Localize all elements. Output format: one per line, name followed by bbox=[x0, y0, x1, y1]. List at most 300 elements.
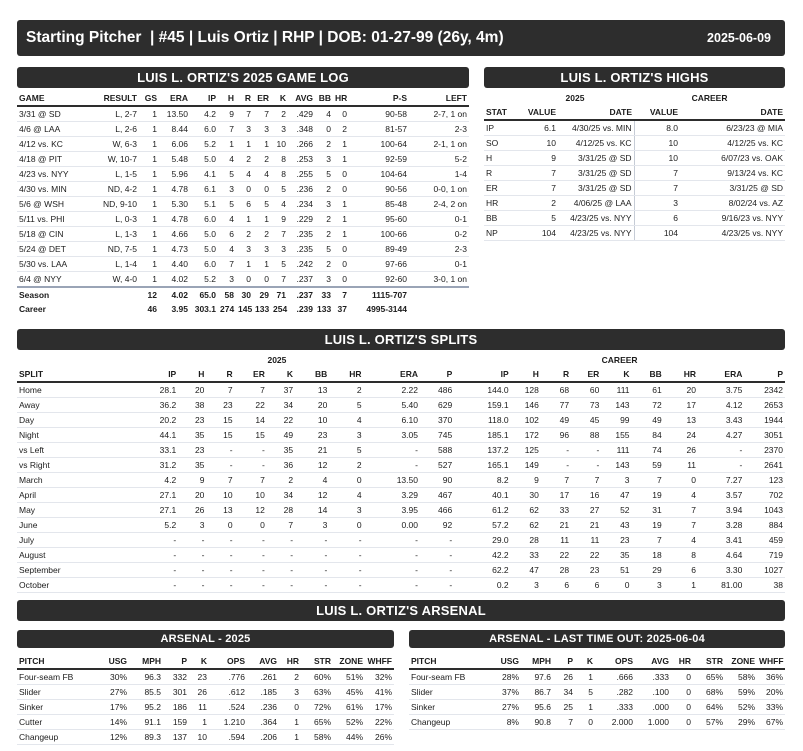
table-cell: 144.0 bbox=[454, 382, 510, 398]
table-cell: 186 bbox=[163, 700, 189, 715]
table-row bbox=[484, 196, 785, 211]
table-cell: 42.2 bbox=[454, 548, 510, 563]
table-cell: .235 bbox=[288, 227, 315, 242]
table-row bbox=[409, 700, 785, 715]
table-cell: - bbox=[295, 548, 329, 563]
table-cell: 4.64 bbox=[698, 548, 744, 563]
table-cell: 0 bbox=[333, 182, 349, 197]
table-cell: 63% bbox=[301, 685, 333, 700]
table-cell: 3.30 bbox=[698, 563, 744, 578]
table-cell: 23 bbox=[295, 428, 329, 443]
table-cell: 95-60 bbox=[349, 212, 409, 227]
table-cell: 155 bbox=[601, 428, 631, 443]
column-header: OPS bbox=[209, 654, 247, 669]
table-cell: 5 bbox=[516, 211, 558, 226]
table-cell: 0 bbox=[664, 473, 698, 488]
table-cell: 41% bbox=[365, 685, 394, 700]
table-cell: 5/6 @ WSH bbox=[17, 197, 87, 212]
table-cell: 74 bbox=[632, 443, 664, 458]
table-cell: 6.06 bbox=[159, 137, 190, 152]
table-cell: - bbox=[420, 563, 454, 578]
table-cell: 1027 bbox=[744, 563, 785, 578]
table-cell: 49 bbox=[632, 413, 664, 428]
table-cell: 3 bbox=[315, 152, 333, 167]
table-cell: 6 bbox=[634, 211, 680, 226]
table-cell: 34 bbox=[267, 488, 295, 503]
table-row bbox=[17, 122, 469, 137]
table-cell: 12 bbox=[295, 488, 329, 503]
table-cell: 33 bbox=[511, 548, 541, 563]
column-header: MPH bbox=[521, 654, 553, 669]
table-cell: 9 bbox=[178, 473, 206, 488]
table-row bbox=[17, 106, 469, 122]
table-cell: 8 bbox=[664, 548, 698, 563]
table-cell: 4/12/25 vs. KC bbox=[558, 136, 634, 151]
table-cell: 0-1 bbox=[409, 212, 469, 227]
table-cell: 6 bbox=[571, 578, 601, 593]
table-cell: 21 bbox=[295, 443, 329, 458]
table-cell: ND, 7-5 bbox=[87, 242, 139, 257]
table-cell: 3.75 bbox=[698, 382, 744, 398]
table-cell: Changeup bbox=[17, 730, 97, 745]
table-cell: 15 bbox=[206, 428, 234, 443]
table-cell: 2641 bbox=[744, 458, 785, 473]
page-header bbox=[17, 20, 785, 56]
table-cell: - bbox=[364, 563, 420, 578]
table-cell: 1115-707 bbox=[349, 287, 409, 302]
table-cell: 5.1 bbox=[190, 197, 218, 212]
table-cell: 30 bbox=[511, 488, 541, 503]
column-header: R bbox=[206, 367, 234, 382]
table-row bbox=[17, 533, 785, 548]
table-cell: 6.1 bbox=[516, 120, 558, 136]
table-cell: 6/4 @ NYY bbox=[17, 272, 87, 288]
table-cell: 5-2 bbox=[409, 152, 469, 167]
table-cell: Slider bbox=[409, 685, 489, 700]
table-cell: .364 bbox=[247, 715, 279, 730]
column-header: ERA bbox=[159, 91, 190, 106]
table-cell: 10 bbox=[516, 136, 558, 151]
table-cell: - bbox=[571, 458, 601, 473]
arsenal-title: LUIS L. ORTIZ'S ARSENAL bbox=[17, 600, 785, 621]
table-cell: 2.000 bbox=[595, 715, 635, 730]
column-header: K bbox=[575, 654, 595, 669]
table-cell: 8.44 bbox=[159, 122, 190, 137]
table-cell: 6 bbox=[541, 578, 571, 593]
table-cell: 7 bbox=[571, 473, 601, 488]
table-cell: 46 bbox=[147, 304, 157, 314]
table-cell: 4.78 bbox=[159, 182, 190, 197]
table-cell: 2 bbox=[516, 196, 558, 211]
table-cell: .333 bbox=[635, 669, 671, 685]
table-cell: 1 bbox=[575, 669, 595, 685]
table-cell: 102 bbox=[511, 413, 541, 428]
column-header: BB bbox=[632, 367, 664, 382]
table-cell: 5 bbox=[271, 182, 288, 197]
column-header: HR bbox=[671, 654, 693, 669]
table-cell: 2-4, 2 on bbox=[409, 197, 469, 212]
table-cell: 745 bbox=[420, 428, 454, 443]
table-cell: 2 bbox=[271, 106, 288, 122]
total-row bbox=[17, 302, 469, 316]
table-cell: 20 bbox=[664, 382, 698, 398]
table-cell: 4/23/25 vs. NYY bbox=[680, 226, 785, 241]
table-cell: .282 bbox=[595, 685, 635, 700]
table-cell: 702 bbox=[744, 488, 785, 503]
table-cell: May bbox=[17, 503, 100, 518]
column-header: ZONE bbox=[333, 654, 365, 669]
table-cell: 35 bbox=[178, 458, 206, 473]
table-cell: 0 bbox=[333, 242, 349, 257]
table-cell: 7 bbox=[632, 533, 664, 548]
table-cell: 3/31/25 @ SD bbox=[558, 181, 634, 196]
column-header: HR bbox=[664, 367, 698, 382]
highs-title: LUIS L. ORTIZ'S HIGHS bbox=[484, 67, 785, 88]
table-row bbox=[17, 685, 394, 700]
table-cell: 3.57 bbox=[698, 488, 744, 503]
table-cell: Four-seam FB bbox=[17, 669, 97, 685]
table-cell: 4.40 bbox=[159, 257, 190, 272]
table-cell: .333 bbox=[595, 700, 635, 715]
table-cell: 0 bbox=[601, 578, 631, 593]
table-cell: 43 bbox=[601, 518, 631, 533]
table-cell: 3.95 bbox=[364, 503, 420, 518]
table-cell: - bbox=[267, 578, 295, 593]
table-cell: 17% bbox=[365, 700, 394, 715]
table-cell: 62.2 bbox=[454, 563, 510, 578]
table-cell: 26 bbox=[189, 685, 209, 700]
table-row bbox=[17, 197, 469, 212]
table-row bbox=[17, 458, 785, 473]
arsenal-season-table bbox=[17, 654, 394, 745]
table-cell: 6/23/23 @ MIA bbox=[680, 120, 785, 136]
table-cell: 13.50 bbox=[364, 473, 420, 488]
table-cell: 58 bbox=[218, 287, 236, 302]
table-cell: 0-1 bbox=[409, 257, 469, 272]
table-cell: L, 2-7 bbox=[87, 106, 139, 122]
table-cell: 84 bbox=[632, 428, 664, 443]
column-header: HR bbox=[333, 91, 349, 106]
arsenal-last-title: ARSENAL - LAST TIME OUT: 2025-06-04 bbox=[409, 630, 785, 648]
table-cell: 4 bbox=[218, 212, 236, 227]
table-row bbox=[17, 167, 469, 182]
table-cell: IP bbox=[484, 120, 516, 136]
table-cell: R bbox=[484, 166, 516, 181]
table-row bbox=[484, 181, 785, 196]
table-cell: 91.1 bbox=[129, 715, 163, 730]
table-cell bbox=[87, 302, 139, 316]
column-header: H bbox=[218, 91, 236, 106]
table-cell: August bbox=[17, 548, 100, 563]
table-cell: - bbox=[178, 533, 206, 548]
table-cell: 7 bbox=[218, 257, 236, 272]
table-cell: 2370 bbox=[744, 443, 785, 458]
table-cell: 49 bbox=[267, 428, 295, 443]
table-cell: 4.2 bbox=[100, 473, 179, 488]
table-cell: 5.0 bbox=[190, 152, 218, 167]
table-cell: 57.2 bbox=[454, 518, 510, 533]
table-cell: 3/31/25 @ SD bbox=[558, 166, 634, 181]
table-cell: 118.0 bbox=[454, 413, 510, 428]
table-cell: 6.0 bbox=[190, 122, 218, 137]
table-cell: 4.78 bbox=[159, 212, 190, 227]
table-cell: 30% bbox=[97, 669, 129, 685]
table-row bbox=[17, 443, 785, 458]
table-cell: 5 bbox=[218, 167, 236, 182]
table-row bbox=[17, 212, 469, 227]
table-cell: 4 bbox=[253, 167, 271, 182]
table-cell: 3 bbox=[271, 122, 288, 137]
table-cell: 0 bbox=[575, 715, 595, 730]
table-cell: 38 bbox=[178, 398, 206, 413]
table-cell: 1 bbox=[139, 137, 159, 152]
table-cell: July bbox=[17, 533, 100, 548]
table-cell: 3 bbox=[236, 242, 253, 257]
table-cell: 21 bbox=[571, 518, 601, 533]
table-cell: 3 bbox=[218, 182, 236, 197]
table-cell: 2 bbox=[315, 137, 333, 152]
table-cell: 64% bbox=[693, 700, 725, 715]
table-cell: 0-0, 1 on bbox=[409, 182, 469, 197]
table-cell: 36.2 bbox=[100, 398, 179, 413]
table-cell: 5.2 bbox=[190, 272, 218, 288]
table-row bbox=[17, 563, 785, 578]
table-cell: 274 bbox=[220, 304, 235, 314]
table-cell: Season bbox=[17, 287, 87, 302]
table-cell: - bbox=[235, 443, 267, 458]
table-cell: 7 bbox=[634, 166, 680, 181]
column-header: HR bbox=[329, 367, 363, 382]
table-row bbox=[17, 413, 785, 428]
column-header: P bbox=[744, 367, 785, 382]
table-row bbox=[484, 166, 785, 181]
table-cell: 172 bbox=[511, 428, 541, 443]
table-row bbox=[409, 669, 785, 685]
column-header: BB bbox=[315, 91, 333, 106]
table-cell bbox=[87, 287, 139, 302]
table-cell: 2-1, 1 on bbox=[409, 137, 469, 152]
table-cell: 29 bbox=[253, 287, 271, 302]
table-cell: 7 bbox=[664, 518, 698, 533]
table-cell: 14 bbox=[295, 503, 329, 518]
table-cell: .239 bbox=[296, 304, 313, 314]
table-cell: 57% bbox=[693, 715, 725, 730]
table-cell: 4.12 bbox=[698, 398, 744, 413]
table-cell: 104 bbox=[516, 226, 558, 241]
table-cell: Cutter bbox=[17, 715, 97, 730]
table-cell: .242 bbox=[288, 257, 315, 272]
table-cell: 1 bbox=[189, 715, 209, 730]
table-cell: 1 bbox=[333, 152, 349, 167]
table-row bbox=[17, 428, 785, 443]
table-cell: 0 bbox=[206, 518, 234, 533]
column-header: GS bbox=[139, 91, 159, 106]
table-cell: 27% bbox=[97, 685, 129, 700]
table-cell: 4 bbox=[236, 167, 253, 182]
table-cell: L, 1-3 bbox=[87, 227, 139, 242]
table-cell: 1 bbox=[253, 137, 271, 152]
table-cell: 4/12 vs. KC bbox=[17, 137, 87, 152]
table-cell: 149 bbox=[511, 458, 541, 473]
table-cell: 1 bbox=[279, 715, 301, 730]
table-cell: 5 bbox=[575, 685, 595, 700]
table-cell: 44.1 bbox=[100, 428, 179, 443]
column-header: USG bbox=[97, 654, 129, 669]
column-header: WHFF bbox=[365, 654, 394, 669]
column-header: AVG bbox=[635, 654, 671, 669]
table-cell: 71 bbox=[271, 287, 288, 302]
table-cell: 128 bbox=[511, 382, 541, 398]
table-cell: 7 bbox=[271, 227, 288, 242]
table-cell: - bbox=[364, 548, 420, 563]
table-cell: - bbox=[206, 578, 234, 593]
column-header: OPS bbox=[595, 654, 635, 669]
table-cell: - bbox=[420, 548, 454, 563]
highs-group-2025: 2025 bbox=[565, 93, 585, 103]
table-cell: 61% bbox=[333, 700, 365, 715]
table-cell: 884 bbox=[744, 518, 785, 533]
table-cell: 3.94 bbox=[698, 503, 744, 518]
table-cell: 10 bbox=[206, 488, 234, 503]
table-cell: 9 bbox=[516, 151, 558, 166]
table-cell: 14% bbox=[97, 715, 129, 730]
table-cell: 13 bbox=[295, 382, 329, 398]
table-cell: - bbox=[420, 578, 454, 593]
table-cell: 146 bbox=[511, 398, 541, 413]
table-cell: 26% bbox=[365, 730, 394, 745]
table-cell: BB bbox=[484, 211, 516, 226]
table-cell: 3 bbox=[511, 578, 541, 593]
table-cell: 15 bbox=[206, 413, 234, 428]
table-cell: .348 bbox=[288, 122, 315, 137]
table-cell: 45 bbox=[571, 413, 601, 428]
table-cell: 2653 bbox=[744, 398, 785, 413]
table-cell: 6 bbox=[236, 197, 253, 212]
table-cell: Sinker bbox=[409, 700, 489, 715]
table-cell: 2 bbox=[333, 122, 349, 137]
column-header: P bbox=[420, 367, 454, 382]
table-cell: 86.7 bbox=[521, 685, 553, 700]
table-row bbox=[409, 715, 785, 730]
table-cell: 51 bbox=[601, 563, 631, 578]
table-cell: 5/30 vs. LAA bbox=[17, 257, 87, 272]
table-cell: 7 bbox=[553, 715, 575, 730]
table-cell: 52% bbox=[725, 700, 757, 715]
table-cell: 17 bbox=[541, 488, 571, 503]
table-cell: 9/13/24 vs. KC bbox=[680, 166, 785, 181]
table-cell: 47 bbox=[511, 563, 541, 578]
table-cell: 19 bbox=[632, 488, 664, 503]
table-cell: - bbox=[267, 533, 295, 548]
table-cell: 7 bbox=[664, 503, 698, 518]
table-cell: - bbox=[100, 563, 179, 578]
table-row bbox=[484, 211, 785, 226]
table-cell: 2 bbox=[315, 212, 333, 227]
table-cell: .000 bbox=[635, 700, 671, 715]
table-cell: 4.1 bbox=[190, 167, 218, 182]
table-cell: - bbox=[698, 458, 744, 473]
arsenal-season-title: ARSENAL - 2025 bbox=[17, 630, 394, 648]
table-cell: - bbox=[295, 533, 329, 548]
table-cell: 1-4 bbox=[409, 167, 469, 182]
table-cell: 5 bbox=[218, 197, 236, 212]
table-cell: 4 bbox=[218, 242, 236, 257]
table-cell: 27.1 bbox=[100, 503, 179, 518]
table-cell: 29.0 bbox=[454, 533, 510, 548]
table-cell: - bbox=[235, 533, 267, 548]
table-cell: 1 bbox=[139, 152, 159, 167]
table-cell: 35 bbox=[601, 548, 631, 563]
table-cell: - bbox=[329, 548, 363, 563]
column-header: ERA bbox=[698, 367, 744, 382]
table-cell: .237 bbox=[288, 287, 315, 302]
table-cell: 4.73 bbox=[159, 242, 190, 257]
column-header: MPH bbox=[129, 654, 163, 669]
table-cell: 5/18 @ CIN bbox=[17, 227, 87, 242]
column-header: RESULT bbox=[87, 91, 139, 106]
table-cell: 85-48 bbox=[349, 197, 409, 212]
splits-group-career: CAREER bbox=[601, 355, 638, 365]
table-cell: - bbox=[364, 443, 420, 458]
column-header: SPLIT bbox=[17, 367, 100, 382]
table-cell: 3.95 bbox=[171, 304, 188, 314]
table-cell: 4/06/25 @ LAA bbox=[558, 196, 634, 211]
column-header: K bbox=[267, 367, 295, 382]
table-cell: 34 bbox=[267, 398, 295, 413]
table-cell: 3 bbox=[218, 272, 236, 288]
table-row bbox=[17, 382, 785, 398]
table-row bbox=[409, 685, 785, 700]
table-cell: 11 bbox=[571, 533, 601, 548]
table-row bbox=[17, 730, 394, 745]
table-cell: 137.2 bbox=[454, 443, 510, 458]
table-cell: April bbox=[17, 488, 100, 503]
table-cell: 26 bbox=[178, 503, 206, 518]
table-cell: 65% bbox=[693, 669, 725, 685]
table-cell: 467 bbox=[420, 488, 454, 503]
table-cell: 33% bbox=[757, 700, 785, 715]
table-cell: 29% bbox=[725, 715, 757, 730]
table-cell: 28 bbox=[267, 503, 295, 518]
table-cell: vs Left bbox=[17, 443, 100, 458]
table-cell: 0 bbox=[279, 700, 301, 715]
table-cell: 3 bbox=[315, 272, 333, 288]
table-cell: 4.02 bbox=[159, 272, 190, 288]
table-cell: .185 bbox=[247, 685, 279, 700]
table-cell: 100-66 bbox=[349, 227, 409, 242]
column-header: ER bbox=[571, 367, 601, 382]
table-cell: 2-3 bbox=[409, 122, 469, 137]
table-cell: 0.2 bbox=[454, 578, 510, 593]
table-cell: 17 bbox=[664, 398, 698, 413]
table-cell: 89-49 bbox=[349, 242, 409, 257]
table-cell: .100 bbox=[635, 685, 671, 700]
table-cell: 58% bbox=[301, 730, 333, 745]
table-cell: 3.41 bbox=[698, 533, 744, 548]
table-cell: 5.96 bbox=[159, 167, 190, 182]
table-cell: 9 bbox=[218, 106, 236, 122]
table-cell: 0 bbox=[329, 518, 363, 533]
table-cell: 4 bbox=[271, 197, 288, 212]
table-cell: 3-0, 1 on bbox=[409, 272, 469, 288]
table-cell: 33 bbox=[315, 287, 333, 302]
column-header: STAT bbox=[484, 105, 516, 120]
table-cell: 85.5 bbox=[129, 685, 163, 700]
table-cell: 1 bbox=[279, 730, 301, 745]
table-cell: 111 bbox=[601, 382, 631, 398]
table-cell: 1 bbox=[139, 167, 159, 182]
table-cell: L, 0-3 bbox=[87, 212, 139, 227]
